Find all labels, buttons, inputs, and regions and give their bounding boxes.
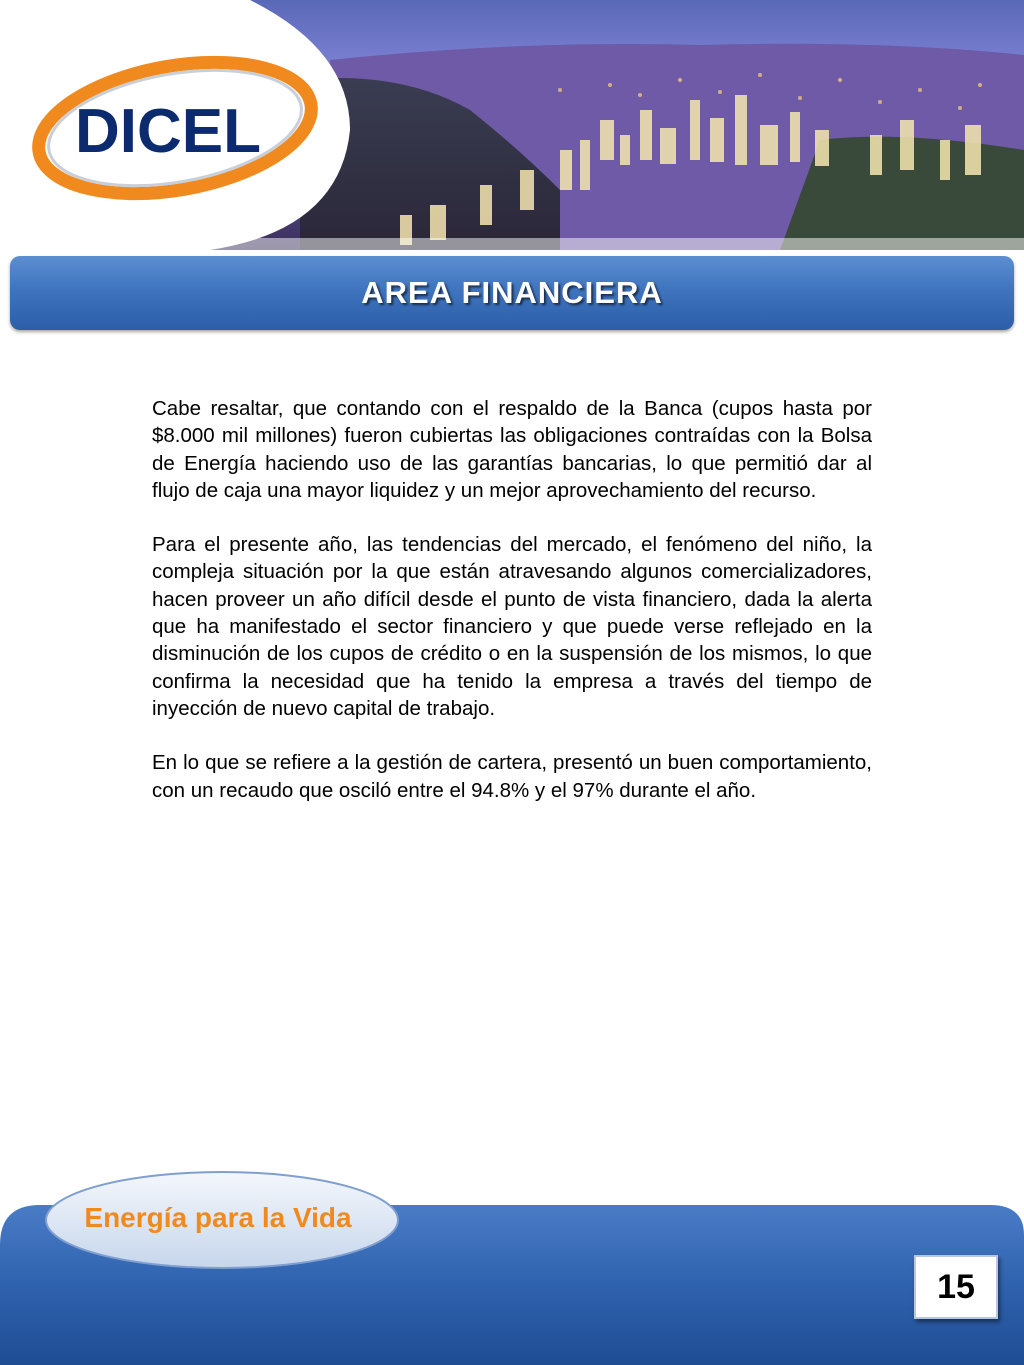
body-content: [152, 395, 872, 831]
section-title-banner: [10, 256, 1014, 330]
slogan: Energía para la Vida: [84, 1202, 352, 1233]
paragraph: Cabe resaltar, que contando con el respaldo de la Banca (cupos hasta por $8.000 mil millones) fueron cubiertas las obligaciones contraídas con la Bolsa de Energía haciendo uso de las garantías bancarias, lo que permitió dar al flujo de caja una mayor liquidez y un mejor aprovechamiento del recurso.: [152, 397, 872, 502]
page-title: AREA FINANCIERA: [361, 275, 663, 310]
page-number: 15: [937, 1267, 975, 1306]
paragraph: Para el presente año, las tendencias del mercado, el fenómeno del niño, la compleja situación por la que están atravesando algunos comercializadores, hacen proveer un año difícil desde el punto de vista financiero, dada la alerta que ha manifestado el sector financiero y que puede verse reflejado en la disminución de los cupos de crédito o en la suspensión de los mismos, lo que confirma la necesidad que ha tenido la empresa a través del tiempo de inyección de nuevo capital de trabajo.: [152, 533, 872, 720]
page-number-box: [914, 1255, 998, 1319]
paragraph: En lo que se refiere a la gestión de cartera, presentó un buen comportamiento, con un recaudo que osciló entre el 94.8% y el 97% durante el año.: [152, 751, 872, 802]
dicel-logo: [0, 0, 350, 250]
logo-wordmark: DICEL: [75, 97, 261, 166]
